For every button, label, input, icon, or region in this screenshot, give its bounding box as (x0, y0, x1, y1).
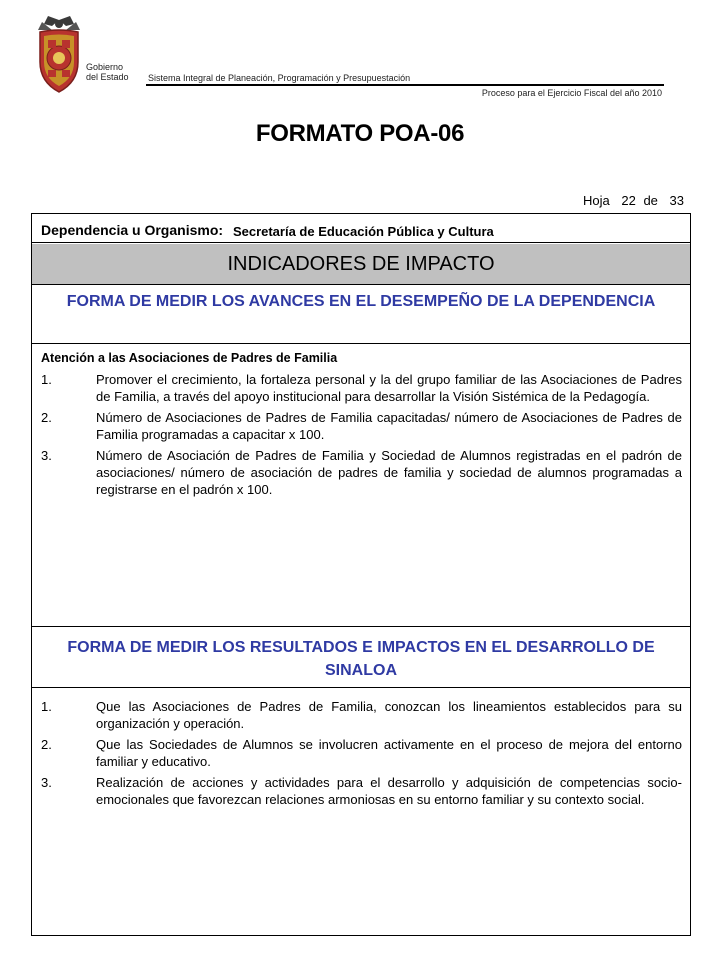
sheet-total: 33 (669, 193, 684, 208)
item-text: Que las Asociaciones de Padres de Familia, conozcan los lineamientos establecidos para su organización y operación. (96, 699, 682, 731)
list-item (41, 409, 682, 443)
results-body (32, 689, 690, 935)
item-number: 1. (41, 372, 52, 387)
header-divider (146, 84, 664, 86)
system-title: Sistema Integral de Planeación, Programación y Presupuestación (148, 73, 411, 83)
results-heading: FORMA DE MEDIR LOS RESULTADOS E IMPACTOS EN EL DESARROLLO DE SINALOA (32, 628, 690, 688)
item-text: Que las Sociedades de Alumnos se involucren activamente en el proceso de mejora del entorno familiar y educativo. (96, 737, 682, 769)
dependency-row (32, 214, 690, 243)
sheet-indicator (579, 193, 684, 208)
dependency-label: Dependencia u Organismo: (41, 222, 224, 238)
list-item (41, 371, 682, 405)
list-item (41, 698, 682, 732)
document-title: FORMATO POA-06 (255, 120, 465, 147)
state-seal-icon (34, 16, 84, 96)
list-item (41, 736, 682, 770)
sheet-number: 22 (621, 193, 636, 208)
poa-form (31, 213, 691, 936)
item-text: Número de Asociaciones de Padres de Familia capacitadas/ número de Asociaciones de Padres de Familia programadas a capacitar x 100. (96, 410, 682, 442)
dependency-value: Secretaría de Educación Pública y Cultura (232, 224, 494, 239)
sheet-label: Hoja (582, 193, 610, 208)
item-number: 3. (41, 775, 52, 790)
process-label: Proceso para el Ejercicio Fiscal del año 2010 (481, 88, 662, 98)
item-text: Realización de acciones y actividades para el desarrollo y adquisición de competencias socio-emocionales que favorezcan relaciones armoniosas en su entorno familiar y su contexto social. (96, 775, 682, 807)
progress-subheading: Atención a las Asociaciones de Padres de Familia (41, 351, 338, 365)
government-label: Gobierno del Estado (86, 62, 129, 82)
item-number: 2. (41, 410, 52, 425)
progress-body (32, 345, 690, 627)
item-number: 2. (41, 737, 52, 752)
section-title: INDICADORES DE IMPACTO (32, 244, 690, 285)
sheet-of: de (643, 193, 658, 208)
item-number: 3. (41, 448, 52, 463)
progress-heading: FORMA DE MEDIR LOS AVANCES EN EL DESEMPEÑO DE LA DEPENDENCIA (32, 286, 690, 344)
list-item (41, 774, 682, 808)
item-text: Promover el crecimiento, la fortaleza personal y la del grupo familiar de las Asociaciones de Padres de Familia, a través del apoyo institucional para desarrollar la Visión Sistémica de la Pedagogía. (96, 372, 682, 404)
list-item (41, 447, 682, 498)
item-number: 1. (41, 699, 52, 714)
item-text: Número de Asociación de Padres de Familia y Sociedad de Alumnos registradas en el padrón de asociaciones/ número de asociación de padres de familia y sociedad de alumnos programadas a registrarse en el padrón x 100. (96, 448, 682, 497)
